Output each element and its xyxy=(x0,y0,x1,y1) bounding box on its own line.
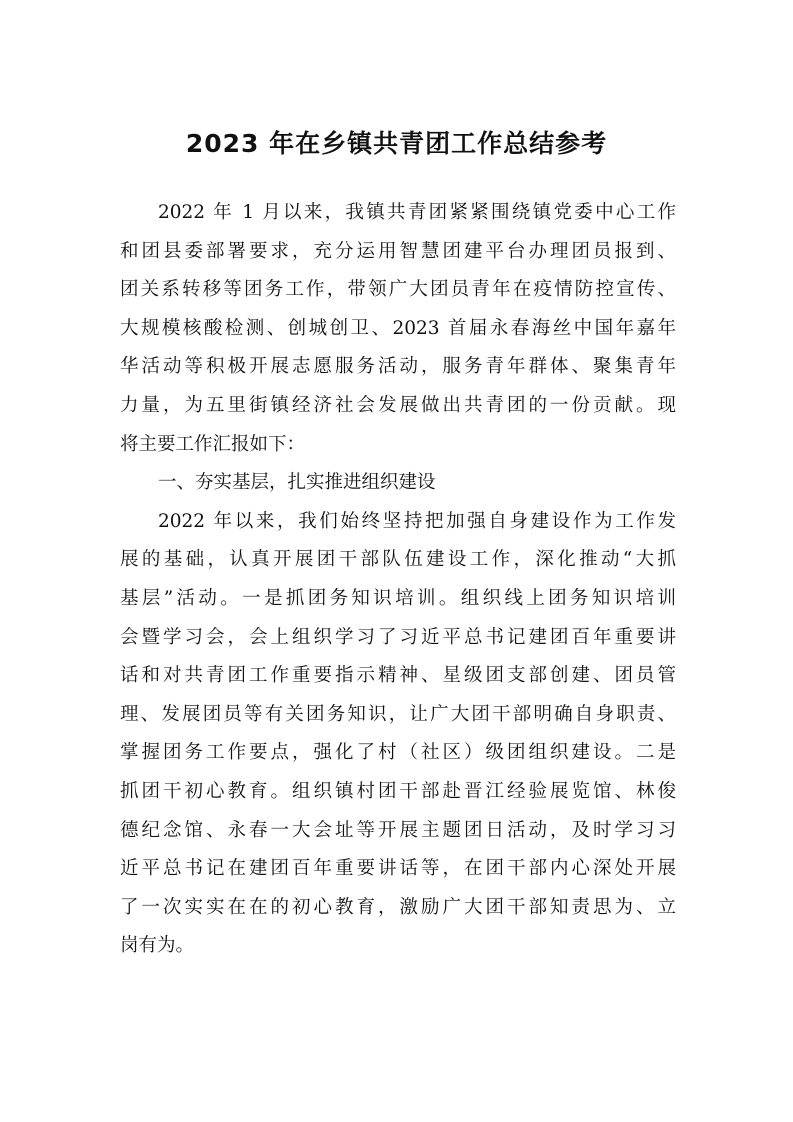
paragraph-2-line-11: 了一次实实在在的初心教育，激励广大团干部知责思为、立 xyxy=(120,896,676,918)
document-title: 2023 年在乡镇共青团工作总结参考 xyxy=(185,129,608,158)
paragraph-2-line-10: 近平总书记在建团百年重要讲话等，在团干部内心深处开展 xyxy=(120,858,676,880)
section-heading-1: 一、夯实基层，扎实推进组织建设 xyxy=(158,472,436,494)
paragraph-2-line-7: 掌握团务工作要点，强化了村（社区）级团组织建设。二是 xyxy=(120,742,676,764)
paragraph-2-line-9: 德纪念馆、永春一大会址等开展主题团日活动，及时学习习 xyxy=(120,819,676,841)
paragraph-2-line-3: 基层”活动。一是抓团务知识培训。组织线上团务知识培训 xyxy=(120,587,676,609)
paragraph-1-line-7: 将主要工作汇报如下： xyxy=(120,433,306,455)
document-body xyxy=(120,194,676,966)
paragraph-2-line-12: 岗有为。 xyxy=(120,935,195,957)
paragraph-2-line-6: 理、发展团员等有关团务知识，让广大团干部明确自身职责、 xyxy=(120,703,676,725)
paragraph-1-line-4: 大规模核酸检测、创城创卫、2023 首届永春海丝中国年嘉年 xyxy=(120,317,676,339)
paragraph-2-line-8: 抓团干初心教育。组织镇村团干部赴晋江经验展览馆、林俊 xyxy=(120,780,676,802)
paragraph-1-line-5: 华活动等积极开展志愿服务活动，服务青年群体、聚集青年 xyxy=(120,356,676,378)
paragraph-1-line-3: 团关系转移等团务工作，带领广大团员青年在疫情防控宣传、 xyxy=(120,279,676,301)
paragraph-2-line-4: 会暨学习会，会上组织学习了习近平总书记建团百年重要讲 xyxy=(120,626,676,648)
paragraph-1-line-1: 2022 年 1 月以来，我镇共青团紧紧围绕镇党委中心工作 xyxy=(158,202,676,223)
paragraph-2-line-1: 2022 年以来，我们始终坚持把加强自身建设作为工作发 xyxy=(158,510,676,532)
paragraph-1-line-2: 和团县委部署要求，充分运用智慧团建平台办理团员报到、 xyxy=(120,240,676,262)
paragraph-2-line-2: 展的基础，认真开展团干部队伍建设工作，深化推动“大抓 xyxy=(120,549,676,571)
paragraph-2-line-5: 话和对共青团工作重要指示精神、星级团支部创建、团员管 xyxy=(120,665,676,687)
paragraph-1-line-6: 力量，为五里街镇经济社会发展做出共青团的一份贡献。现 xyxy=(120,394,676,416)
